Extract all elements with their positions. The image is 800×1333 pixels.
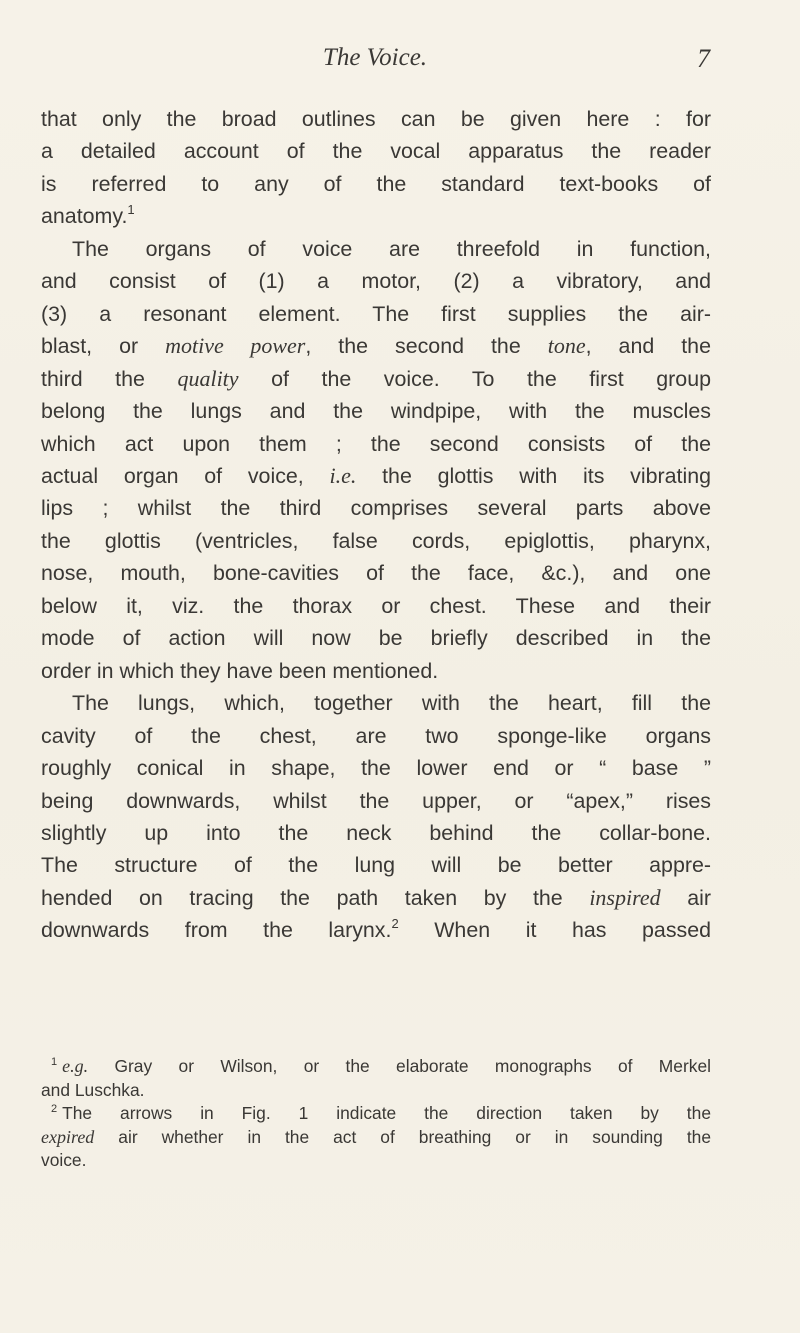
paragraph-1 bbox=[41, 103, 711, 233]
footnote-marker: 1 bbox=[51, 1056, 58, 1068]
text-fragment: third the bbox=[41, 366, 178, 391]
text-fragment: Gray or Wilson, or the elaborate monographs of Merkel bbox=[88, 1056, 711, 1076]
text-line: that only the broad outlines can be given here : for bbox=[41, 107, 711, 131]
text-line bbox=[41, 330, 711, 362]
text-line: belong the lungs and the windpipe, with the muscles bbox=[41, 399, 711, 424]
text-line: the glottis (ventricles, false cords, epiglottis, pharynx, bbox=[41, 528, 711, 553]
text-line: a detailed account of the vocal apparatus the reader bbox=[41, 139, 711, 164]
text-line: nose, mouth, bone-cavities of the face, &c.), and one bbox=[41, 561, 711, 586]
running-head-title: The Voice. bbox=[322, 44, 428, 71]
footnote-line bbox=[41, 1102, 711, 1126]
text-line: mode of action will now be briefly described in the bbox=[41, 626, 711, 651]
text-line bbox=[41, 363, 711, 395]
footnote-line: and Luschka. bbox=[41, 1079, 145, 1100]
text-fragment: When it has passed bbox=[398, 918, 712, 943]
text-fragment: the glottis with its vibrating bbox=[356, 463, 711, 488]
text-line bbox=[41, 460, 711, 492]
text-line: The structure of the lung will be better appre- bbox=[41, 853, 711, 878]
footnote-ref-1: 1 bbox=[127, 202, 135, 218]
text-fragment: The arrows in Fig. 1 indicate the direction taken by the bbox=[62, 1103, 711, 1123]
text-line: The organs of voice are threefold in function, bbox=[72, 236, 711, 261]
text-line: (3) a resonant element. The first supplies the air- bbox=[41, 301, 711, 326]
text-fragment: downwards from the larynx. bbox=[41, 918, 392, 943]
text-line bbox=[41, 200, 711, 232]
text-line: being downwards, whilst the upper, or “apex,” rises bbox=[41, 788, 711, 813]
emphasis: e.g. bbox=[62, 1056, 89, 1076]
footnote-2 bbox=[41, 1102, 711, 1173]
text-fragment: hended on tracing the path taken by the bbox=[41, 885, 590, 910]
footnote-line: voice. bbox=[41, 1150, 87, 1170]
text-line: is referred to any of the standard text-books of bbox=[41, 171, 711, 196]
text-fragment: air whether in the act of breathing or in sounding the bbox=[94, 1126, 711, 1147]
text-line: order in which they have been mentioned. bbox=[41, 658, 439, 683]
text-line: and consist of (1) a motor, (2) a vibratory, and bbox=[41, 269, 711, 294]
footnotes bbox=[41, 1055, 711, 1173]
main-text bbox=[41, 103, 711, 947]
text-line: The lungs, which, together with the heart, fill the bbox=[72, 691, 711, 716]
text-line bbox=[41, 914, 711, 946]
text-fragment: actual organ of voice, bbox=[41, 463, 330, 488]
text-line: below it, viz. the thorax or chest. These and their bbox=[41, 593, 711, 618]
footnote-line bbox=[41, 1126, 711, 1150]
footnote-ref-2: 2 bbox=[391, 916, 399, 932]
emphasis: motive power bbox=[165, 333, 306, 359]
text-line bbox=[41, 882, 711, 914]
footnote-1 bbox=[41, 1055, 711, 1102]
page-number: 7 bbox=[697, 44, 710, 73]
emphasis: quality bbox=[177, 365, 239, 391]
text-fragment: , and the bbox=[585, 334, 711, 359]
text-line: roughly conical in shape, the lower end or “ base ” bbox=[41, 756, 711, 781]
footnote-marker: 2 bbox=[51, 1103, 58, 1115]
text-fragment: , the second the bbox=[305, 334, 548, 359]
emphasis: expired bbox=[41, 1126, 95, 1147]
emphasis: i.e. bbox=[329, 462, 357, 488]
text-fragment: of the voice. To the first group bbox=[238, 366, 711, 391]
text-line: lips ; whilst the third comprises several parts above bbox=[41, 496, 711, 521]
emphasis: inspired bbox=[589, 884, 661, 910]
text-fragment: air bbox=[660, 885, 711, 910]
emphasis: tone bbox=[547, 333, 586, 359]
footnote-line bbox=[41, 1055, 711, 1079]
text-line: slightly up into the neck behind the collar-bone. bbox=[41, 820, 711, 845]
paragraph-2 bbox=[41, 233, 711, 687]
text-line: which act upon them ; the second consists of the bbox=[41, 431, 711, 456]
text-fragment: anatomy. bbox=[41, 204, 128, 229]
text-line: cavity of the chest, are two sponge-like organs bbox=[41, 723, 711, 748]
text-fragment: blast, or bbox=[41, 334, 166, 359]
paragraph-3 bbox=[41, 687, 711, 947]
running-head bbox=[40, 44, 710, 76]
